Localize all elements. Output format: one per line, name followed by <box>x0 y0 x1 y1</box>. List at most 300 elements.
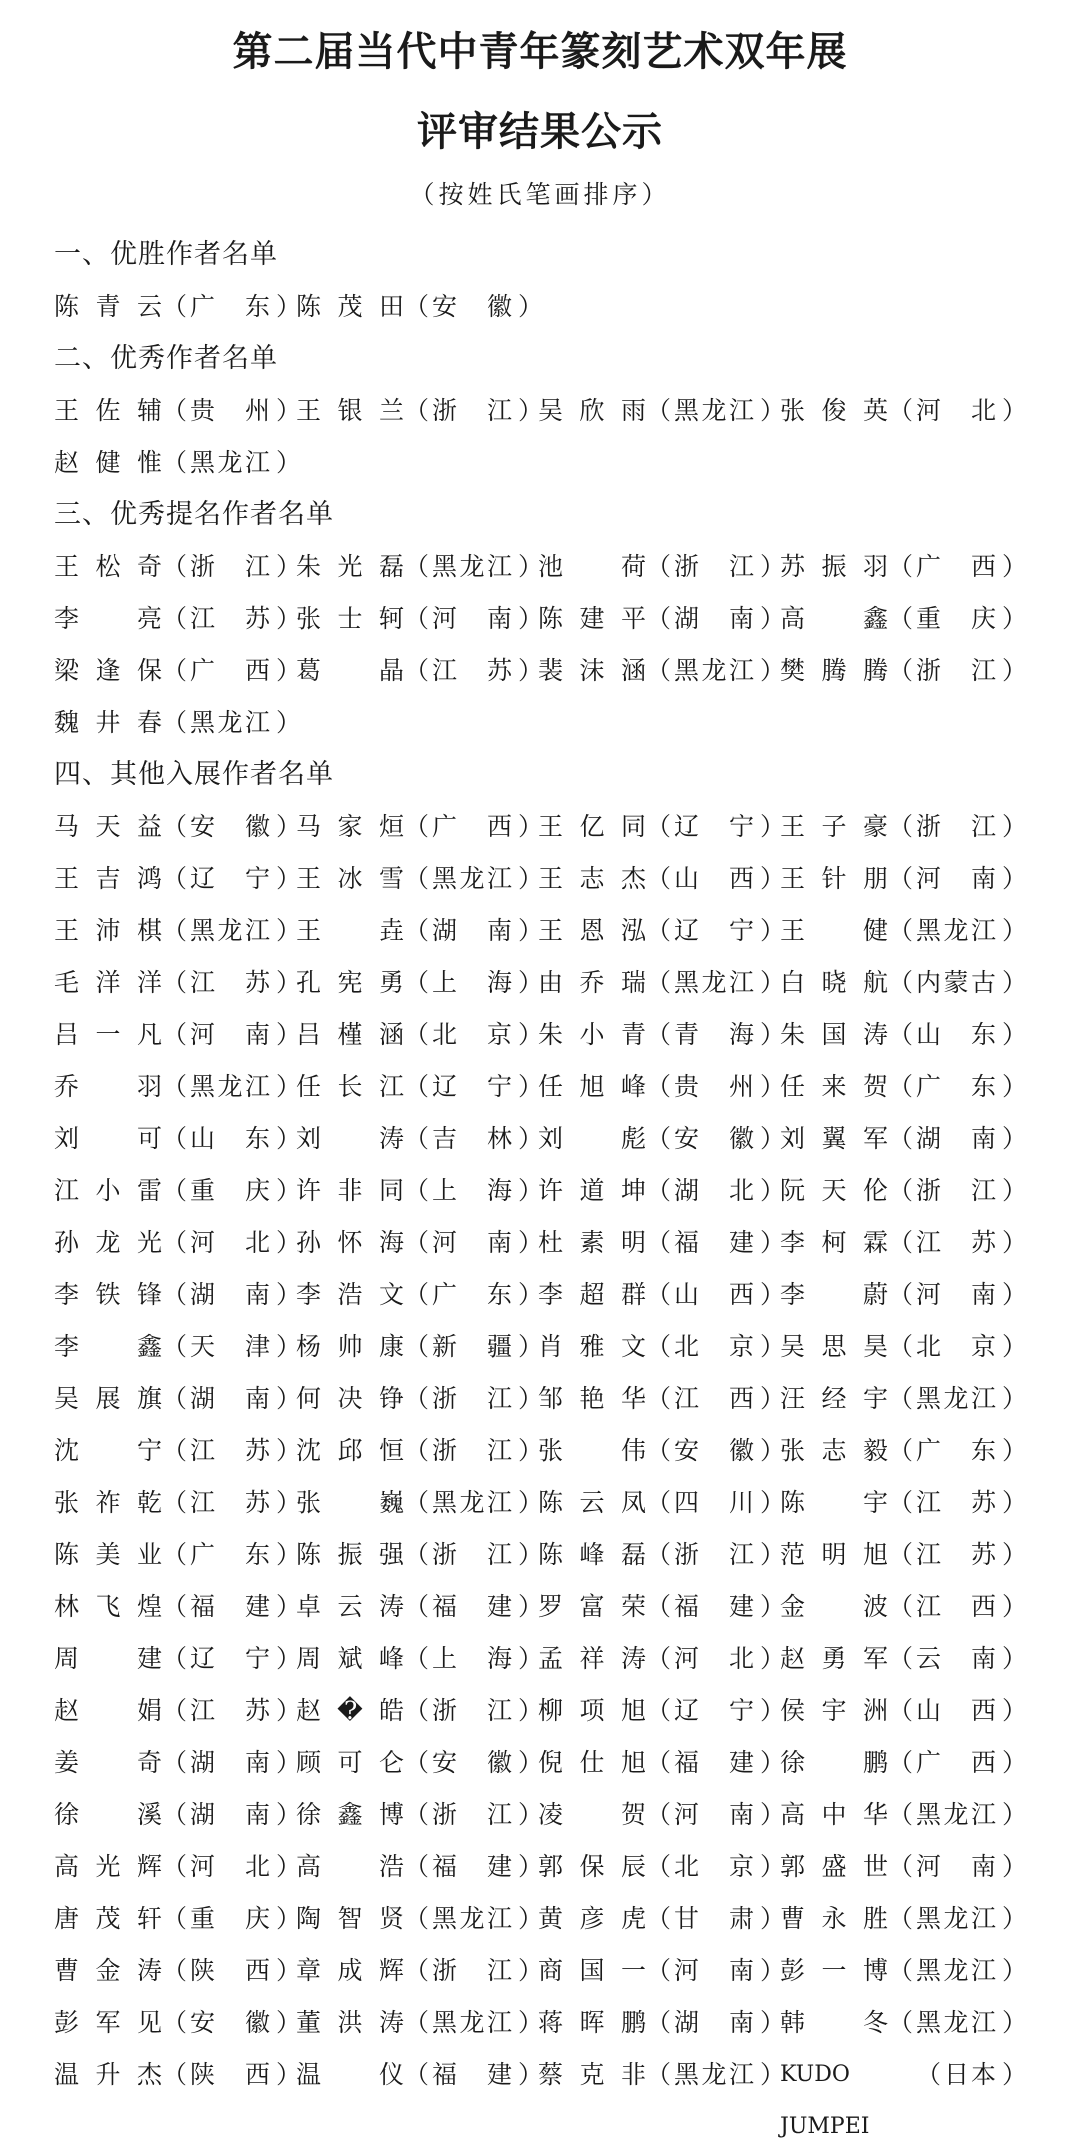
author-entry <box>538 1529 786 1581</box>
region-char: 湖 <box>190 1800 216 1829</box>
author-name-char: 柳 <box>538 1696 564 1725</box>
author-entry <box>296 593 544 645</box>
region-char: 西 <box>970 552 996 581</box>
author-name-char: 伦 <box>862 1176 888 1205</box>
region-text <box>184 957 276 1009</box>
author-region <box>162 541 302 593</box>
author-entry <box>538 645 786 697</box>
region-char: 北 <box>674 1852 700 1881</box>
region-text <box>910 1945 1002 1997</box>
open-paren: （ <box>404 1904 430 1933</box>
author-name <box>54 1841 162 1893</box>
close-paren: ） <box>1002 1280 1028 1309</box>
author-name-char: � <box>337 1696 363 1725</box>
region-char: 西 <box>728 1384 754 1413</box>
close-paren: ） <box>276 864 302 893</box>
author-name-char: 何 <box>296 1384 322 1413</box>
author-name-char: 保 <box>579 1852 605 1881</box>
author-name-char: 彦 <box>579 1904 605 1933</box>
region-char: 黑 <box>674 396 700 425</box>
author-name-char: 昊 <box>862 1332 888 1361</box>
region-char: 北 <box>244 1852 270 1881</box>
author-name-char: 白 <box>780 968 806 997</box>
author-name-char: 中 <box>821 1800 847 1829</box>
author-name-char: 陈 <box>54 1540 80 1569</box>
close-paren: ） <box>760 812 786 841</box>
author-name <box>780 1685 888 1737</box>
document-subtitle-heading: 评审结果公示 <box>417 108 663 155</box>
author-name-char: 青 <box>620 1020 646 1049</box>
region-char: 龙 <box>217 1072 243 1101</box>
author-name-char: 明 <box>821 1540 847 1569</box>
region-char: 内 <box>916 968 942 997</box>
region-char: 南 <box>728 1956 754 1985</box>
open-paren: （ <box>646 864 672 893</box>
author-name-char: 航 <box>862 968 888 997</box>
author-name-char: 烜 <box>378 812 404 841</box>
close-paren: ） <box>1002 1436 1028 1465</box>
author-name <box>54 1893 162 1945</box>
author-name-char: 峰 <box>620 1072 646 1101</box>
region-char: 安 <box>674 1124 700 1153</box>
region-char: 河 <box>432 1228 458 1257</box>
close-paren: ） <box>760 1384 786 1413</box>
author-entry <box>780 541 1028 593</box>
author-entry <box>780 1633 1028 1685</box>
author-entry <box>780 1581 1028 1633</box>
open-paren: （ <box>888 656 914 685</box>
open-paren: （ <box>646 1176 672 1205</box>
author-entry <box>538 1997 786 2049</box>
author-region <box>404 1321 544 1373</box>
author-name <box>54 593 162 645</box>
author-name <box>780 1425 888 1477</box>
open-paren: （ <box>888 1644 914 1673</box>
author-name <box>538 593 646 645</box>
region-text <box>668 1529 760 1581</box>
region-text <box>910 1685 1002 1737</box>
name-row <box>0 1841 1080 1893</box>
region-char: 上 <box>432 968 458 997</box>
author-entry <box>54 957 302 1009</box>
region-char: 江 <box>970 1800 996 1829</box>
author-name-char: 同 <box>378 1176 404 1205</box>
region-text <box>910 1373 1002 1425</box>
close-paren: ） <box>518 1540 544 1569</box>
open-paren: （ <box>646 968 672 997</box>
author-name <box>54 1009 162 1061</box>
author-name <box>538 853 646 905</box>
author-name <box>54 1269 162 1321</box>
close-paren: ） <box>760 396 786 425</box>
close-paren: ） <box>760 1436 786 1465</box>
region-text <box>668 1893 760 1945</box>
author-name <box>54 2049 162 2101</box>
name-row <box>0 1061 1080 1113</box>
region-char: 州 <box>728 1072 754 1101</box>
region-char: 龙 <box>943 1904 969 1933</box>
open-paren: （ <box>646 1072 672 1101</box>
region-text <box>668 1633 760 1685</box>
open-paren: （ <box>404 396 430 425</box>
author-entry <box>296 1425 544 1477</box>
name-row <box>0 957 1080 1009</box>
author-region <box>888 1217 1028 1269</box>
close-paren: ） <box>276 708 302 737</box>
close-paren: ） <box>518 1592 544 1621</box>
region-char: 江 <box>244 916 270 945</box>
author-name-char: 刘 <box>780 1124 806 1153</box>
author-region <box>646 1841 786 1893</box>
author-entry <box>296 957 544 1009</box>
name-row <box>0 1529 1080 1581</box>
author-region <box>646 1893 786 1945</box>
author-name <box>54 1737 162 1789</box>
author-name-char: 温 <box>296 2060 322 2089</box>
region-char: 古 <box>970 968 996 997</box>
open-paren: （ <box>404 1800 430 1829</box>
author-name <box>538 1061 646 1113</box>
region-char: 辽 <box>432 1072 458 1101</box>
author-name-char: 腾 <box>862 656 888 685</box>
author-region <box>646 1737 786 1789</box>
open-paren: （ <box>162 1956 188 1985</box>
region-char: 江 <box>486 1488 512 1517</box>
region-text <box>184 697 276 749</box>
region-text <box>426 1061 518 1113</box>
region-char: 西 <box>244 656 270 685</box>
name-row <box>0 385 1080 437</box>
open-paren: （ <box>162 1748 188 1777</box>
author-name-char: 煌 <box>136 1592 162 1621</box>
author-region <box>162 1945 302 1997</box>
author-entry <box>296 1893 544 1945</box>
author-name-char: 洪 <box>337 2008 363 2037</box>
name-row <box>0 1893 1080 1945</box>
open-paren: （ <box>404 552 430 581</box>
name-row <box>0 1997 1080 2049</box>
region-char: 海 <box>486 1176 512 1205</box>
author-entry <box>54 385 302 437</box>
region-char: 京 <box>728 1852 754 1881</box>
close-paren: ） <box>518 1332 544 1361</box>
author-name-char: 博 <box>378 1800 404 1829</box>
region-char: 龙 <box>217 448 243 477</box>
author-name-char: 姜 <box>54 1748 80 1777</box>
author-name-char: 马 <box>296 812 322 841</box>
close-paren: ） <box>1002 864 1028 893</box>
open-paren: （ <box>404 1644 430 1673</box>
author-region <box>162 1009 302 1061</box>
author-region <box>162 2049 302 2101</box>
close-paren: ） <box>518 1852 544 1881</box>
author-name <box>54 1945 162 1997</box>
close-paren: ） <box>276 1228 302 1257</box>
region-char: 河 <box>916 1280 942 1309</box>
author-name-char: 仑 <box>378 1748 404 1777</box>
author-name-char: 王 <box>54 396 80 425</box>
region-char: 重 <box>916 604 942 633</box>
open-paren: （ <box>162 1540 188 1569</box>
region-text <box>668 645 760 697</box>
author-name-char: 刘 <box>296 1124 322 1153</box>
author-name <box>296 1841 404 1893</box>
name-row <box>0 1321 1080 1373</box>
author-name-char: 涵 <box>620 656 646 685</box>
region-text <box>910 1789 1002 1841</box>
open-paren: （ <box>162 864 188 893</box>
author-region <box>162 1529 302 1581</box>
close-paren: ） <box>276 1540 302 1569</box>
region-char: 徽 <box>244 2008 270 2037</box>
author-name-char: 超 <box>579 1280 605 1309</box>
author-entry <box>780 1269 1028 1321</box>
author-name-char: 盛 <box>821 1852 847 1881</box>
author-name-char: 金 <box>780 1592 806 1621</box>
region-char: 西 <box>970 1748 996 1777</box>
region-char: 南 <box>728 2008 754 2037</box>
close-paren: ） <box>1002 1020 1028 1049</box>
author-region <box>646 1633 786 1685</box>
author-name <box>780 1841 888 1893</box>
region-char: 江 <box>970 812 996 841</box>
author-name-char: 强 <box>378 1540 404 1569</box>
author-region <box>888 905 1028 957</box>
region-char: 东 <box>486 1280 512 1309</box>
region-char: 江 <box>486 1956 512 1985</box>
region-char: 黑 <box>190 1072 216 1101</box>
region-char: 浙 <box>432 396 458 425</box>
region-char: 龙 <box>217 708 243 737</box>
author-name-char: 鑫 <box>337 1800 363 1829</box>
region-char: 安 <box>432 292 458 321</box>
author-name-char: 智 <box>337 1904 363 1933</box>
author-name <box>54 957 162 1009</box>
region-char: 北 <box>728 1644 754 1673</box>
region-char: 京 <box>728 1332 754 1361</box>
region-text <box>426 1581 518 1633</box>
author-entry <box>780 1425 1028 1477</box>
close-paren: ） <box>1002 968 1028 997</box>
author-entry <box>780 1061 1028 1113</box>
region-char: 海 <box>486 1644 512 1673</box>
open-paren: （ <box>162 1020 188 1049</box>
author-name-char: 克 <box>579 2060 605 2089</box>
author-name-char: 梁 <box>54 656 80 685</box>
open-paren: （ <box>888 1072 914 1101</box>
region-char: 江 <box>728 968 754 997</box>
region-char: 川 <box>728 1488 754 1517</box>
open-paren: （ <box>646 1228 672 1257</box>
author-entry <box>296 1685 544 1737</box>
close-paren: ） <box>1002 1488 1028 1517</box>
author-name-char: 荣 <box>620 1592 646 1621</box>
open-paren: （ <box>646 916 672 945</box>
author-name-char: 娟 <box>136 1696 162 1725</box>
open-paren: （ <box>646 2060 672 2089</box>
region-text <box>668 1685 760 1737</box>
close-paren: ） <box>518 1488 544 1517</box>
author-name-char: 池 <box>538 552 564 581</box>
region-char: 黑 <box>432 552 458 581</box>
close-paren: ） <box>760 916 786 945</box>
author-name-char: 蔡 <box>538 2060 564 2089</box>
close-paren: ） <box>276 1072 302 1101</box>
author-name-char: 沫 <box>579 656 605 685</box>
region-char: 东 <box>244 1124 270 1153</box>
author-name <box>54 697 162 749</box>
region-char: 浙 <box>674 1540 700 1569</box>
author-name <box>538 1113 646 1165</box>
region-text <box>426 385 518 437</box>
author-name-char: 云 <box>579 1488 605 1517</box>
author-name-char: 王 <box>54 864 80 893</box>
author-region <box>404 1529 544 1581</box>
author-name <box>780 1633 888 1685</box>
author-name-char: 非 <box>620 2060 646 2089</box>
region-text <box>668 1841 760 1893</box>
author-name-char: 文 <box>378 1280 404 1309</box>
author-name <box>780 1113 888 1165</box>
close-paren: ） <box>760 1072 786 1101</box>
author-name-char: 林 <box>54 1592 80 1621</box>
open-paren: （ <box>162 2008 188 2037</box>
region-char: 江 <box>674 1384 700 1413</box>
author-name <box>538 1841 646 1893</box>
author-name-char: 陈 <box>296 1540 322 1569</box>
author-name-char: 军 <box>862 1124 888 1153</box>
close-paren: ） <box>276 968 302 997</box>
author-name <box>538 1425 646 1477</box>
author-entry <box>296 801 544 853</box>
author-name <box>538 905 646 957</box>
author-entry <box>54 697 302 749</box>
region-char: 黑 <box>916 1956 942 1985</box>
open-paren: （ <box>888 1540 914 1569</box>
author-name <box>296 1529 404 1581</box>
region-text <box>668 593 760 645</box>
author-name-char: 杨 <box>296 1332 322 1361</box>
author-name <box>296 1425 404 1477</box>
author-name-char: 周 <box>296 1644 322 1673</box>
author-region <box>646 957 786 1009</box>
open-paren: （ <box>162 1280 188 1309</box>
author-entry <box>54 437 302 489</box>
region-char: 河 <box>674 1800 700 1829</box>
region-char: 南 <box>244 1280 270 1309</box>
author-name-char: 朋 <box>862 864 888 893</box>
open-paren: （ <box>646 552 672 581</box>
region-char: 黑 <box>190 916 216 945</box>
open-paren: （ <box>888 1488 914 1517</box>
name-row <box>0 593 1080 645</box>
author-entry <box>54 1477 302 1529</box>
region-char: 河 <box>190 1020 216 1049</box>
author-name-char: 文 <box>620 1332 646 1361</box>
close-paren: ） <box>518 1072 544 1101</box>
author-entry <box>780 1217 1028 1269</box>
close-paren: ） <box>760 656 786 685</box>
author-name-char: 项 <box>579 1696 605 1725</box>
author-name-char: 刘 <box>538 1124 564 1153</box>
author-name-char: 同 <box>620 812 646 841</box>
author-name-char: 高 <box>780 604 806 633</box>
region-char: 苏 <box>244 1696 270 1725</box>
author-name <box>538 957 646 1009</box>
region-char: 河 <box>432 604 458 633</box>
close-paren: ） <box>276 1800 302 1829</box>
close-paren: ） <box>518 552 544 581</box>
open-paren: （ <box>404 1384 430 1413</box>
region-char: 江 <box>970 1176 996 1205</box>
author-name <box>538 1893 646 1945</box>
region-char: 徽 <box>728 1436 754 1465</box>
close-paren: ） <box>518 1124 544 1153</box>
author-name-char: 郭 <box>780 1852 806 1881</box>
author-name <box>538 385 646 437</box>
region-char: 上 <box>432 1176 458 1205</box>
author-name-char: 帅 <box>337 1332 363 1361</box>
close-paren: ） <box>276 2008 302 2037</box>
region-char: 西 <box>728 864 754 893</box>
region-char: 南 <box>244 1384 270 1413</box>
author-name <box>780 1009 888 1061</box>
region-char: 江 <box>970 1956 996 1985</box>
author-name-char: 怀 <box>337 1228 363 1257</box>
author-entry <box>538 1737 786 1789</box>
author-name-char: 李 <box>780 1280 806 1309</box>
author-name-char: 一 <box>95 1020 121 1049</box>
region-text <box>910 593 1002 645</box>
close-paren: ） <box>518 1644 544 1673</box>
open-paren: （ <box>404 1280 430 1309</box>
open-paren: （ <box>404 2060 430 2089</box>
region-text <box>910 801 1002 853</box>
region-char: 西 <box>970 1592 996 1621</box>
author-name-char: 亮 <box>136 604 162 633</box>
close-paren: ） <box>760 1176 786 1205</box>
region-text <box>184 1113 276 1165</box>
region-text <box>668 1217 760 1269</box>
author-region <box>888 1737 1028 1789</box>
author-region <box>888 1113 1028 1165</box>
region-text <box>184 1009 276 1061</box>
region-text <box>668 1425 760 1477</box>
region-char: 黑 <box>916 1384 942 1413</box>
open-paren: （ <box>162 448 188 477</box>
author-region <box>162 1425 302 1477</box>
author-name-char: 李 <box>54 1332 80 1361</box>
author-name-char: 邹 <box>538 1384 564 1413</box>
author-region <box>888 1529 1028 1581</box>
region-char: 宁 <box>728 812 754 841</box>
author-entry <box>296 1841 544 1893</box>
author-region <box>162 697 302 749</box>
region-char: 安 <box>674 1436 700 1465</box>
open-paren: （ <box>404 1540 430 1569</box>
author-entry <box>538 1841 786 1893</box>
close-paren: ） <box>1002 1540 1028 1569</box>
region-char: 云 <box>916 1644 942 1673</box>
region-char: 龙 <box>701 396 727 425</box>
author-name-char: 王 <box>296 864 322 893</box>
author-name <box>538 1165 646 1217</box>
name-row <box>0 645 1080 697</box>
region-text <box>910 1269 1002 1321</box>
author-region <box>916 2049 1028 2101</box>
author-name-char: 晖 <box>579 2008 605 2037</box>
author-region <box>404 1893 544 1945</box>
